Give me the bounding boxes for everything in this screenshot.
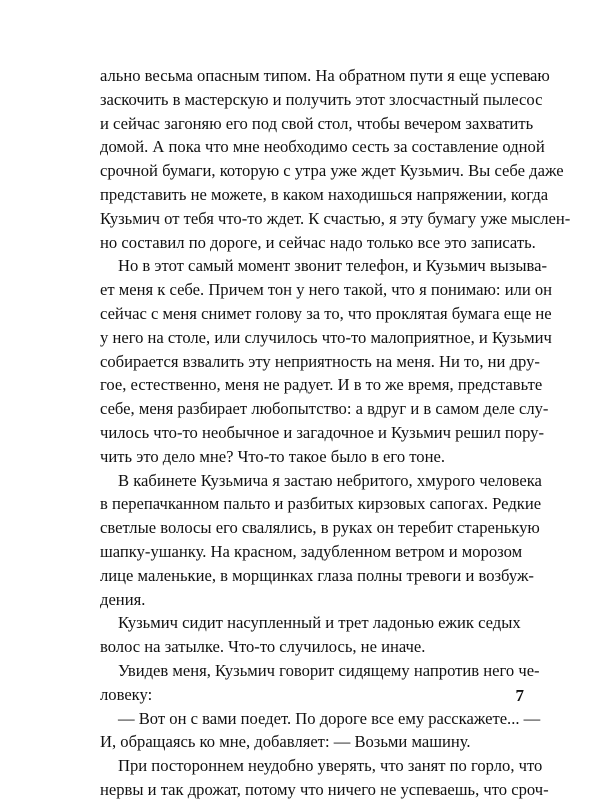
text-line: лице маленькие, в морщинках глаза полны тревоги и возбуж- bbox=[100, 565, 534, 585]
text-line: ловеку: bbox=[100, 684, 153, 704]
text-line: у него на столе, или случилось что-то малоприятное, и Кузьмич bbox=[100, 327, 552, 347]
text-line: волос на затылке. Что-то случилось, не иначе. bbox=[100, 637, 426, 657]
text-line: нервы и так дрожат, потому что ничего не успеваешь, что сроч- bbox=[100, 779, 549, 799]
text-line: Но в этот самый момент звонит телефон, и Кузьмич вызыва- bbox=[118, 256, 548, 276]
text-line: в перепачканном пальто и разбитых кирзовых сапогах. Редкие bbox=[100, 494, 542, 514]
text-line: И, обращаясь ко мне, добавляет: — Возьми машину. bbox=[100, 732, 471, 752]
text-line: чилось что-то необычное и загадочное и Кузьмич решил пору- bbox=[100, 422, 544, 442]
paragraph bbox=[100, 64, 571, 254]
paragraph bbox=[100, 754, 549, 802]
text-line: домой. А пока что мне необходимо сесть за составление одной bbox=[100, 137, 545, 157]
text-line: Увидев меня, Кузьмич говорит сидящему напротив него че- bbox=[118, 660, 540, 680]
text-line: чить это дело мне? Что-то такое было в его тоне. bbox=[100, 446, 445, 466]
text-line: Кузьмич от тебя что-то ждет. К счастью, я эту бумагу уже мыслен- bbox=[100, 208, 571, 228]
paragraph bbox=[100, 254, 553, 468]
text-line: светлые волосы его свалялись, в руках он теребит старенькую bbox=[100, 518, 540, 538]
text-line: себе, меня разбирает любопытство: а вдруг и в самом деле слу- bbox=[100, 399, 549, 419]
paragraph bbox=[100, 659, 540, 707]
text-line: но составил по дороге, и сейчас надо только все это записать. bbox=[100, 232, 536, 252]
text-line: Кузьмич сидит насупленный и трет ладонью ежик седых bbox=[118, 613, 521, 633]
text-line: При постороннем неудобно уверять, что занят по горло, что bbox=[118, 756, 543, 776]
page-number: 7 bbox=[515, 686, 524, 705]
text-line: заскочить в мастерскую и получить этот злосчастный пылесос bbox=[100, 89, 543, 109]
text-line: ально весьма опасным типом. На обратном пути я еще успеваю bbox=[100, 66, 550, 85]
text-line: В кабинете Кузьмича я застаю небритого, хмурого человека bbox=[118, 470, 542, 490]
body-text bbox=[100, 64, 571, 802]
text-line: срочной бумаги, которую с утра уже ждет Кузьмич. Вы себе даже bbox=[100, 161, 564, 181]
text-line: ет меня к себе. Причем тон у него такой, что я понимаю: или он bbox=[100, 280, 553, 300]
text-line: — Вот он с вами поедет. По дороге все ему расскажете... — bbox=[118, 708, 541, 728]
paragraph bbox=[100, 469, 542, 612]
text-line: гое, естественно, меня не радует. И в то же время, представьте bbox=[100, 375, 543, 395]
paragraph bbox=[100, 611, 521, 659]
text-line: сейчас с меня снимет голову за то, что проклятая бумага еще не bbox=[100, 303, 552, 323]
text-line: шапку-ушанку. На красном, задубленном ветром и морозом bbox=[100, 541, 523, 561]
text-line: представить не можете, в каком находишься напряжении, когда bbox=[100, 184, 549, 204]
text-line: собирается взвалить эту неприятность на меня. Ни то, ни дру- bbox=[100, 351, 540, 371]
paragraph bbox=[100, 707, 541, 755]
text-line: и сейчас загоняю его под свой стол, чтобы вечером захватить bbox=[100, 113, 534, 133]
text-line: дения. bbox=[100, 589, 146, 609]
